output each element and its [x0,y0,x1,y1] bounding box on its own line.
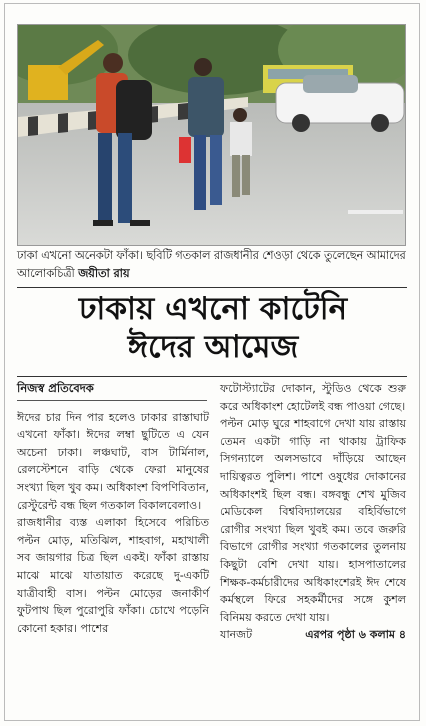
jump-line [220,626,406,644]
right-paragraph-1: ফটোস্ট্যাটের দোকান, স্টুডিও থেকে শুরু করে অধিকাংশ হোটেলই বন্ধ পাওয়া গেছে। [220,382,406,413]
byline-rule [17,400,207,401]
last-word: যানজট [220,628,253,642]
photo-caption [17,247,407,283]
byline: নিজস্ব প্রতিবেদক [17,381,94,395]
right-paragraph-2: পল্টন মোড় ঘুরে শাহবাগে দেখা যায় রাস্তায় তেমন একটা গাড়ি না থাকায় ট্রাফিক সিগন্যালে অলসভাবে দাঁড়িয়ে আছেন দায়িত্বরত পুলিশ। পাশে ওষুধের দোকানের অধিকাংশই ছিল বন্ধ। বঙ্গবন্ধু শেখ মুজিব মেডিকেল বিশ্ববিদ্যালয়ের বহির্বিভাগে রোগীর সংখ্যা ছিল খুবই কম। তবে জরুরি বিভাগে রোগীর সংখ্যা গতকালের তুলনায় কিছুটা বেশি দেখা যায়। হাসপাতালের শিক্ষক-কর্মচারীদের অধিকাংশেরই ঈদ শেষে কর্মস্থলে ফিরে সহকর্মীদের সঙ্গে কুশল বিনিময় করতে দেখা যায়। [220,417,406,624]
caption-divider [17,287,407,288]
headline-line-2: ঈদের আমেজ [127,329,299,365]
caption-credit: জয়ীতা রায় [78,267,130,280]
headline [8,290,418,366]
left-paragraph-1: ঈদের চার দিন পার হলেও ঢাকার রাস্তাঘাট এখনো ফাঁকা। ঈদের লম্বা ছুটিতে এ যেন অচেনা ঢাকা। লঞ্চঘাট, বাস টার্মিনাল, রেলস্টেশনে বাড়ি থেকে ফেরা মানুষের সংখ্যা ছিল খুব কম। অধিকাংশ বিপণিবিতান, রেস্টুরেন্ট বন্ধ ছিল গতকাল বিকালবেলাও। [17,410,209,512]
left-paragraph-2: রাজধানীর ব্যস্ত এলাকা হিসেবে পরিচিত পল্টন মোড়, মতিঝিল, শাহবাগ, মহাখালী সব জায়গার চিত্র ছিল একই। ফাঁকা রাস্তায় মাঝে মাঝে যাতায়াত করেছে দু-একটি যাত্রীবাহী বাস। পল্টন মোড়ের জনাকীর্ণ ফুটপাথ ছিল পুরোপুরি ফাঁকা। চোখে পড়েনি কোনো হকার। পাশের [17,516,209,635]
page-jump: এরপর পৃষ্ঠা ৬ কলাম ৪ [305,628,406,642]
headline-divider [17,376,407,377]
news-photo [17,24,406,246]
right-column [220,380,406,644]
headline-line-1: ঢাকায় এখনো কাটেনি [78,291,348,327]
left-column [17,380,209,637]
caption-text: ঢাকা এখনো অনেকটা ফাঁকা। ছবিটি গতকাল রাজধানীর শেওড়া থেকে তুলেছেন আমাদের আলোকচিত্রী [17,249,406,280]
